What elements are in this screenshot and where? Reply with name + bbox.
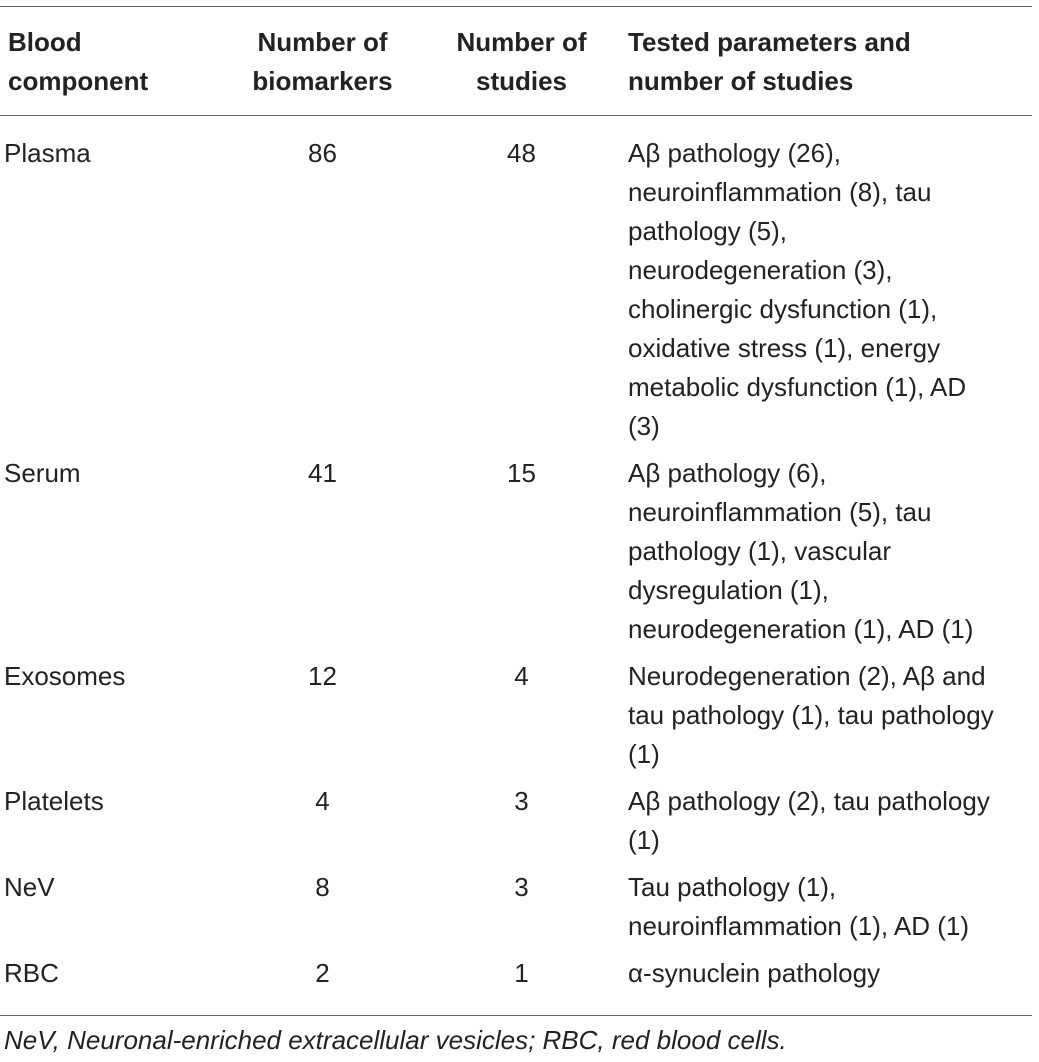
table-row [0, 657, 1039, 782]
header-row [0, 23, 1039, 115]
parameter-line: neuroinflammation (8), tau [628, 177, 932, 207]
cell-tested-parameters [628, 868, 1039, 954]
cell-number-of-biomarkers: 4 [315, 786, 330, 816]
parameter-line: dysregulation (1), [628, 575, 829, 605]
cell-blood-component: Platelets [4, 786, 104, 816]
header-number-of-studies [415, 23, 628, 115]
header-line: Number of [456, 27, 587, 57]
table-row [0, 868, 1039, 954]
cell-blood-component: NeV [4, 872, 55, 902]
parameter-line: neuroinflammation (5), tau [628, 497, 932, 527]
cell-tested-parameters [628, 657, 1039, 782]
cell-blood-component: Plasma [4, 138, 91, 168]
cell-number-of-studies: 48 [507, 138, 536, 168]
parameter-line: neurodegeneration (1), AD (1) [628, 614, 974, 644]
parameter-line: metabolic dysfunction (1), AD [628, 372, 967, 402]
table-header [0, 23, 1039, 115]
cell-blood-component: RBC [4, 958, 59, 988]
cell-tested-parameters [628, 115, 1039, 454]
header-line: Tested parameters and [628, 27, 911, 57]
header-line: Number of [257, 27, 388, 57]
biomarker-table [0, 23, 1039, 1001]
cell-number-of-biomarkers: 41 [308, 458, 337, 488]
cell-number-of-biomarkers: 12 [308, 661, 337, 691]
header-blood-component [0, 23, 230, 115]
header-line: studies [475, 66, 568, 96]
parameter-line: oxidative stress (1), energy [628, 333, 941, 363]
header-number-of-biomarkers [230, 23, 415, 115]
cell-number-of-biomarkers: 86 [308, 138, 337, 168]
parameter-line: Neurodegeneration (2), Aβ and [628, 661, 986, 691]
parameter-line: (1) [628, 825, 660, 855]
cell-tested-parameters [628, 782, 1039, 868]
header-tested-parameters [628, 23, 1039, 115]
parameter-line: Aβ pathology (6), [628, 458, 827, 488]
parameter-line: Aβ pathology (2), tau pathology [628, 786, 990, 816]
parameter-line: pathology (5), [628, 216, 787, 246]
parameter-line: Tau pathology (1), [628, 872, 837, 902]
table-row [0, 115, 1039, 454]
cell-tested-parameters [628, 954, 1039, 1001]
parameter-line: cholinergic dysfunction (1), [628, 294, 938, 324]
parameter-line: tau pathology (1), tau pathology [628, 700, 994, 730]
cell-blood-component: Exosomes [4, 661, 126, 691]
table-row [0, 782, 1039, 868]
cell-number-of-biomarkers: 2 [315, 958, 330, 988]
table-row [0, 954, 1039, 1001]
header-line: component [8, 66, 149, 96]
table-row [0, 454, 1039, 657]
table-footnote: NeV, Neuronal-enriched extracellular vesicles; RBC, red blood cells. [4, 1025, 787, 1055]
header-line: number of studies [628, 66, 854, 96]
parameter-line: neuroinflammation (1), AD (1) [628, 911, 970, 941]
cell-number-of-studies: 15 [507, 458, 536, 488]
header-line: biomarkers [252, 66, 393, 96]
cell-number-of-studies: 4 [514, 661, 529, 691]
parameter-line: (1) [628, 739, 660, 769]
cell-number-of-biomarkers: 8 [315, 872, 330, 902]
table-top-rule [0, 6, 1032, 7]
cell-blood-component: Serum [4, 458, 81, 488]
header-line: Blood [8, 27, 82, 57]
parameter-line: (3) [628, 411, 660, 441]
cell-number-of-studies: 1 [514, 958, 529, 988]
cell-number-of-studies: 3 [514, 872, 529, 902]
parameter-line: α-synuclein pathology [628, 958, 881, 988]
parameter-line: Aβ pathology (26), [628, 138, 841, 168]
table-bottom-rule [0, 1015, 1032, 1016]
cell-number-of-studies: 3 [514, 786, 529, 816]
table-body [0, 115, 1039, 1001]
cell-tested-parameters [628, 454, 1039, 657]
parameter-line: neurodegeneration (3), [628, 255, 893, 285]
parameter-line: pathology (1), vascular [628, 536, 892, 566]
